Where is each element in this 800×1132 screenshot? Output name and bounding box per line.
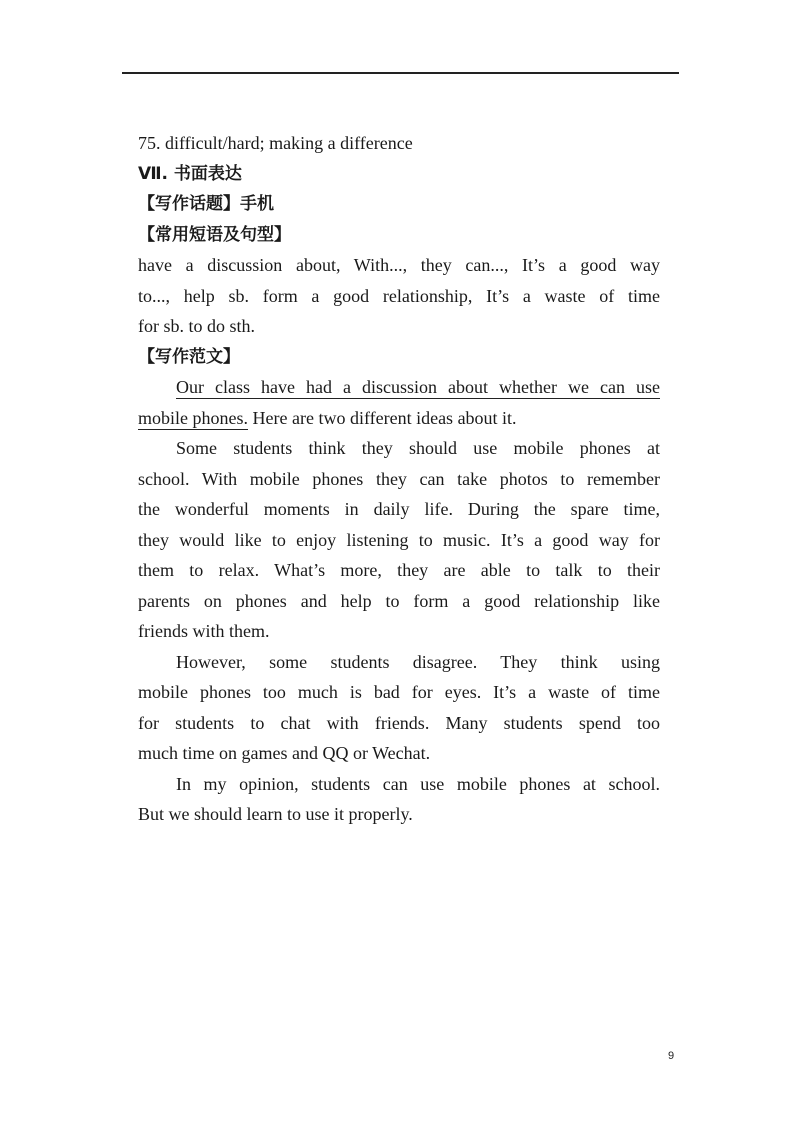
paragraph-text: Here are two different ideas about it. (248, 407, 517, 428)
paragraph-line: But we should learn to use it properly. (138, 804, 413, 824)
paragraph-line: much time on games and QQ or Wechat. (138, 743, 431, 763)
paragraph-2 (138, 433, 660, 647)
phrases-line: to..., help sb. form a good relationship, It’s a waste of time (138, 285, 660, 306)
paragraph-line: mobile phones too much is bad for eyes. It’s a waste of time (138, 682, 660, 702)
paragraph-3 (138, 647, 660, 769)
phrases-line: for sb. to do sth. (138, 316, 255, 336)
page-number: 9 (668, 1050, 675, 1062)
paragraph-line: Some students think they should use mobile phones at (176, 438, 660, 458)
paragraph-line (138, 403, 660, 434)
paragraph-4 (138, 769, 660, 830)
section-heading: Ⅶ. 书面表达 (138, 163, 242, 184)
phrases-label: 【常用短语及句型】 (138, 224, 291, 245)
paragraph-line: the wonderful moments in daily life. During the spare time, (138, 499, 660, 519)
phrases-block (138, 250, 660, 342)
paragraph-line: for students to chat with friends. Many students spend too (138, 712, 660, 733)
phrases-line: have a discussion about, With..., they can..., It’s a good way (138, 255, 660, 275)
header-rule (122, 72, 679, 74)
sample-label: 【写作范文】 (138, 346, 240, 367)
page-content (138, 128, 660, 830)
topic-label: 【写作话题】手机 (138, 194, 274, 214)
answer-line: 75. difficult/hard; making a difference (138, 133, 413, 153)
paragraph-line: In my opinion, students can use mobile phones at school. (176, 773, 660, 794)
paragraph-line (138, 372, 660, 403)
paragraph-1 (138, 372, 660, 433)
paragraph-line: friends with them. (138, 621, 270, 641)
underlined-text: mobile phones. (138, 407, 248, 428)
paragraph-line: parents on phones and help to form a good relationship like (138, 590, 660, 611)
paragraph-line: they would like to enjoy listening to music. It’s a good way for (138, 529, 660, 550)
paragraph-line: school. With mobile phones they can take photos to remember (138, 468, 660, 489)
paragraph-line: them to relax. What’s more, they are able to talk to their (138, 560, 660, 580)
paragraph-line: However, some students disagree. They think using (176, 651, 660, 672)
underlined-text: Our class have had a discussion about whether we can use (176, 377, 660, 397)
